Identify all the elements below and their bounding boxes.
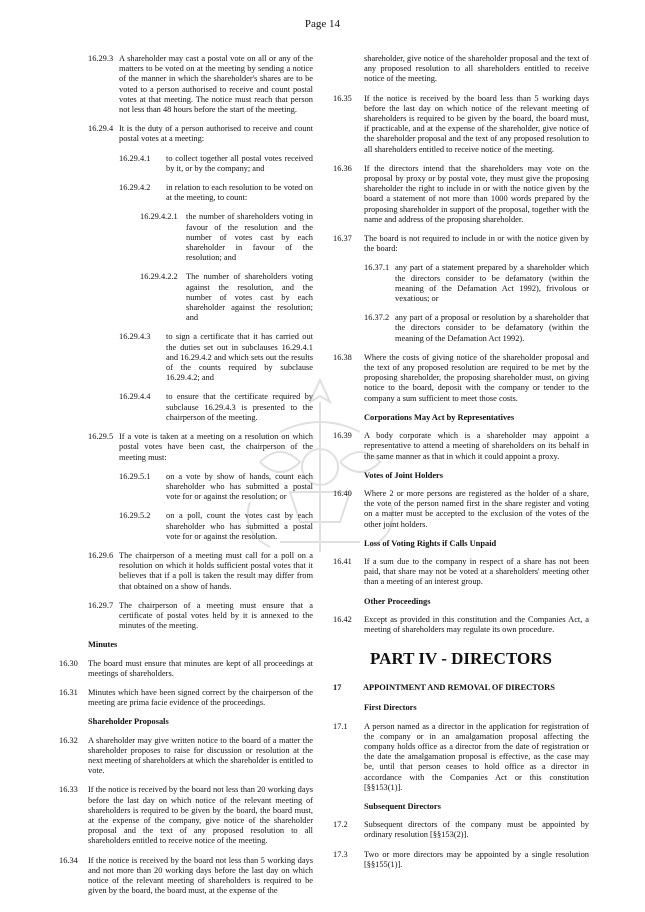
clause-number: 16.29.6 [88, 550, 114, 560]
clause-number: 16.38 [333, 352, 352, 362]
clause-16-29-4 [88, 124, 313, 144]
clause-number: 16.34 [59, 855, 78, 865]
clause-text: A person named as a director in the application for registration of the company or in an amalgamation proposal affecting the company holds office as a director from the date of registration or the date the amalgamation proposal is effective, as the case may be, until that person ceases to hold office as a director in accordance with the Companies Act or this constitution [§§153(1)]. [364, 721, 589, 792]
clause-16-37-1 [364, 263, 589, 304]
clause-text: on a vote by show of hands, count each shareholder who has submitted a postal vote for or against the resolution; or [166, 471, 313, 502]
clause-text: The board is not required to include in or with the notice given by the board: [364, 234, 589, 254]
clause-16-29-5-2 [119, 511, 313, 542]
clause-16-29-4-3 [119, 332, 313, 383]
clause-text: any part of a proposal or resolution by a shareholder that the directors consider to be defamatory (within the meaning of the Defamation Act 1992). [395, 313, 589, 343]
clause-number: 16.29.4.4 [119, 392, 151, 402]
clause-16-29-5-1 [119, 472, 313, 503]
clause-number: 16.29.7 [88, 600, 114, 610]
clause-number: 16.29.4.2 [119, 183, 151, 193]
clause-number: 16.29.4 [88, 124, 114, 134]
clause-16-32 [59, 736, 313, 777]
section-number: 17 [333, 683, 342, 693]
clause-number: 16.29.4.2.2 [140, 272, 178, 282]
clause-text: Where the costs of giving notice of the shareholder proposal and the text of any proposed resolution are required to be met by the proposing shareholder, the proposing shareholder must, on giving notice to the board, deposit with the company or tender to the company a sum sufficient to meet those costs. [364, 352, 589, 403]
clause-16-39 [333, 431, 589, 462]
clause-number: 17.2 [333, 820, 348, 830]
clause-text: on a poll, count the votes cast by each shareholder who has submitted a postal vote for or against the resolution. [166, 511, 313, 541]
clause-16-41 [333, 557, 589, 588]
clause-16-29-4-1 [119, 154, 313, 174]
clause-number: 16.35 [333, 93, 352, 103]
clause-text: The board must ensure that minutes are kept of all proceedings at meetings of shareholders. [88, 658, 313, 678]
clause-16-29-4-2 [119, 183, 313, 203]
clause-16-29-7 [88, 601, 313, 632]
clause-number: 16.29.5.2 [119, 511, 151, 521]
clause-16-36 [333, 164, 589, 225]
left-column [59, 54, 313, 905]
clause-text: to sign a certificate that it has carried out the duties set out in subclauses 16.29.4.1 and 16.29.4.2 and which sets out the results of the counts required by subclause 16.29.4.2; and [166, 332, 313, 383]
right-column [333, 54, 589, 879]
clause-16-29-6 [88, 551, 313, 592]
clause-text: to ensure that the certificate required by subclause 16.29.4.3 is presented to the chairperson of the meeting. [166, 392, 313, 422]
clause-text: The number of shareholders voting against the resolution, and the number of votes cast by each shareholder against the resolution; and [186, 272, 313, 323]
clause-number: 16.36 [333, 163, 352, 173]
clause-16-29-4-2-1 [140, 212, 313, 263]
section-heading: Votes of Joint Holders [364, 470, 444, 480]
clause-text: Minutes which have been signed correct by the chairperson of the meeting are prima facie evidence of the proceedings. [88, 687, 313, 708]
clause-text: If a sum due to the company in respect of a share has not been paid, that share may not be voted at a shareholders' meeting other than a meeting of an interest group. [364, 556, 589, 587]
clause-text: in relation to each resolution to be voted on at the meeting, to count: [166, 183, 313, 203]
clause-16-31 [59, 688, 313, 708]
clause-17-2 [333, 820, 589, 840]
clause-text: If the notice is received by the board less than 5 working days before the last day on which notice of the relevant meeting of shareholders is required to be given by the board, the board must, if practicable, and at the expense of the shareholder, give notice of the shareholder proposal and the text of any proposed resolution to all shareholders entitled to receive notice of the meeting. [364, 93, 589, 154]
clause-16-37 [333, 234, 589, 254]
section-heading: Other Proceedings [364, 596, 431, 606]
clause-number: 16.32 [59, 735, 78, 745]
clause-number: 16.39 [333, 431, 352, 441]
clause-16-40 [333, 489, 589, 530]
section-heading: Loss of Voting Rights if Calls Unpaid [364, 538, 497, 548]
section-heading: Shareholder Proposals [88, 717, 169, 727]
clause-text: any part of a statement prepared by a shareholder which the directors consider to be defamatory (within the meaning of the Defamation Act 1992), frivolous or vexatious; or [395, 263, 589, 304]
clause-16-30 [59, 659, 313, 679]
clause-16-29-4-2-2 [140, 272, 313, 323]
clause-number: 16.29.4.3 [119, 332, 151, 342]
clause-text: Where 2 or more persons are registered as the holder of a share, the vote of the person named first in the share register and voting on a matter must be accepted to the exclusion of the votes of the other joint holders. [364, 488, 589, 529]
clause-text: It is the duty of a person authorised to receive and count postal votes at a meeting: [119, 124, 313, 144]
clause-number: 16.29.3 [88, 54, 114, 63]
clause-text: to collect together all postal votes received by it, or by the company; and [166, 153, 313, 173]
clause-number: 16.30 [59, 658, 78, 668]
clause-text: A shareholder may cast a postal vote on all or any of the matters to be voted on at the meeting by sending a notice of the manner in which the shareholder's shares are to be voted to a person authorised to receive and count postal votes at that meeting. The notice must reach that person not less than 48 hours before the start of the meeting. [119, 54, 313, 115]
clause-17-3 [333, 850, 589, 870]
clause-number: 16.29.4.2.1 [140, 212, 178, 222]
clause-16-38 [333, 353, 589, 404]
clause-number: 16.37.1 [364, 263, 390, 273]
clause-number: 16.29.4.1 [119, 153, 151, 163]
clause-text: A shareholder may give written notice to the board of a matter the shareholder proposes to raise for discussion or resolution at the next meeting of shareholders at which the shareholder is entitled to vote. [88, 735, 313, 776]
clause-number: 16.40 [333, 488, 352, 498]
clause-number: 16.29.5.1 [119, 471, 151, 481]
clause-text: The chairperson of a meeting must ensure that a certificate of postal votes held by it is annexed to the minutes of the meeting. [119, 600, 313, 631]
clause-text: A body corporate which is a shareholder may appoint a representative to attend a meeting of shareholders on its behalf in the same manner as that in which it could appoint a proxy. [364, 431, 589, 461]
part-title: PART IV - DIRECTORS [370, 649, 552, 669]
clause-16-37-2 [364, 313, 589, 344]
clause-16-29-3 [88, 54, 313, 115]
section-heading: Corporations May Act by Representatives [364, 412, 515, 422]
section-title-text: APPOINTMENT AND REMOVAL OF DIRECTORS [363, 683, 555, 693]
clause-text: Two or more directors may be appointed by a single resolution [§§155(1)]. [364, 849, 589, 869]
clause-number: 16.31 [59, 687, 78, 697]
section-title [333, 683, 589, 693]
clause-text: If the notice is received by the board not less than 20 working days before the last day on which notice of the relevant meeting of shareholders is required to be given by the board, the board must, at the expense of the company, give notice of the shareholder proposal and the text of any proposed resolution to all shareholders entitled to receive notice of the meeting. [88, 785, 313, 846]
clause-text: If a vote is taken at a meeting on a resolution on which postal votes have been cast, the chairperson of the meeting must: [119, 432, 313, 462]
clause-number: 17.3 [333, 849, 348, 859]
clause-number: 16.42 [333, 614, 352, 624]
clause-16-29-5 [88, 432, 313, 463]
clause-number: 16.41 [333, 556, 352, 566]
clause-number: 16.33 [59, 785, 78, 795]
clause-number: 16.37 [333, 234, 352, 244]
clause-continued [333, 54, 589, 85]
section-heading: Subsequent Directors [364, 801, 441, 811]
clause-number: 16.37.2 [364, 313, 390, 323]
clause-17-1 [333, 722, 589, 793]
clause-number: 17.1 [333, 721, 348, 731]
clause-text: Except as provided in this constitution and the Companies Act, a meeting of shareholders may regulate its own procedure. [364, 614, 589, 634]
clause-text: shareholder, give notice of the shareholder proposal and the text of any proposed resolution to all shareholders entitled to receive notice of the meeting. [364, 54, 589, 84]
clause-text: If the notice is received by the board not less than 5 working days and not more than 20 working days before the last day on which notice of the relevant meeting of shareholders is required to be given by the board, the board must, at the expense of the [88, 855, 313, 896]
page-number: Page 14 [304, 18, 341, 30]
clause-text: The chairperson of a meeting must call for a poll on a resolution on which it holds sufficient postal votes that it believes that if a poll is taken the result may differ from that obtained on a show of hands. [119, 550, 313, 591]
clause-16-33 [59, 785, 313, 846]
clause-text: If the directors intend that the shareholders may vote on the proposal by proxy or by postal vote, they must give the proposing shareholder the right to include in or with the notice given by the board a statement of not more than 1000 words prepared by the proposing shareholder in support of the proposal, together with the name and address of the proposing shareholder. [364, 163, 589, 224]
clause-text: Subsequent directors of the company must be appointed by ordinary resolution [§§153(2)]. [364, 820, 589, 840]
clause-16-35 [333, 94, 589, 155]
section-heading: Minutes [88, 640, 118, 650]
clause-16-29-4-4 [119, 392, 313, 423]
clause-number: 16.29.5 [88, 432, 114, 442]
clause-16-42 [333, 615, 589, 635]
clause-text: the number of shareholders voting in favour of the resolution and the number of votes cast by each shareholder in favour of the resolution; and [186, 212, 313, 263]
clause-16-34 [59, 856, 313, 897]
section-heading: First Directors [364, 703, 417, 713]
